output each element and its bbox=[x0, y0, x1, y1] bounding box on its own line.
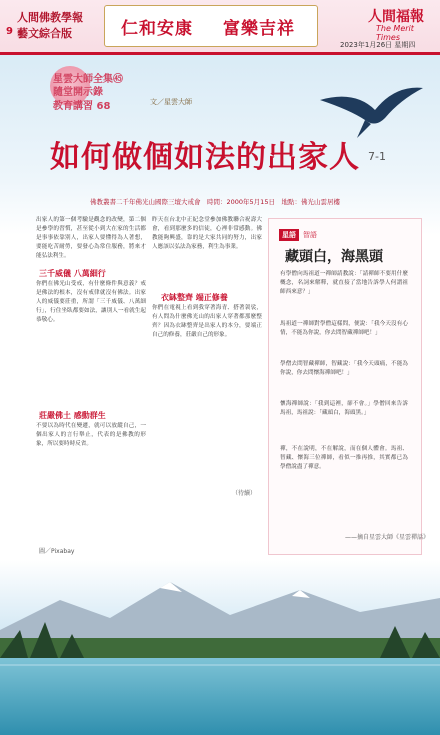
col1-para3: 不要以為時代在變遷，就可以放縱自己，一個出家人的言行舉止，代表的是佛教的形象，所以要時時反省。 bbox=[36, 423, 146, 447]
sidebar-para3: 學僧去問智藏禪師，智藏說：「我今天頭痛，不能為你說，你去問懷海禪師吧！」 bbox=[280, 361, 408, 376]
to-be-continued: （待續） bbox=[232, 490, 257, 497]
issue-date: 2023年1月26日 星期四 bbox=[340, 41, 416, 49]
photo-credit: 圖／Pixabay bbox=[39, 548, 75, 555]
swallow-bird-icon bbox=[315, 80, 425, 140]
col1-para2: 你們在佛光山受戒，有什麼條件與意義？戒是佛法的根本，沒有戒律就沒有佛法。出家人的威儀要莊重，所謂「三千威儀、八萬細行」，行住坐臥都要如法，讓別人一看就生起恭敬心。 bbox=[36, 281, 146, 323]
section-name-line2: 藝文綜合版 bbox=[17, 27, 72, 40]
sidebar-tag-text: 智語 bbox=[303, 231, 317, 239]
series-subtitle: 隨堂開示錄 bbox=[53, 87, 103, 98]
series-issue: 教育講習 68 bbox=[53, 101, 111, 112]
sidebar-para5: 禪，不在說明，不在解說，而在個人體會。馬祖、智藏、懷海三位禪師，看似一推再推，其實都已為學僧說盡了禪意。 bbox=[280, 446, 408, 470]
sidebar-para2: 馬祖道一禪師對學僧這樣問，便說：「我今天沒有心情，不能為你說，你去問智藏禪師吧！」 bbox=[280, 321, 408, 336]
col2-subheading1: 衣缽整齊 端正修養 bbox=[161, 293, 228, 302]
article-title: 如何做個如法的出家人 bbox=[50, 140, 360, 175]
article-source: 佛教叢書二千年佛光山國際三壇大戒會 時間：2000年5月15日 地點：佛光山雲居樓 bbox=[90, 198, 340, 206]
col2-para1: 昨天在台北中正紀念堂參加佛教聯合祝壽大會，看到那麼多的信徒，心裡非常感動。佛教能夠興盛，靠的是大家共同的努力，出家人應該以弘法為家務，利生為事業。 bbox=[152, 217, 262, 250]
series-title: 星雲大師全集㊺ bbox=[53, 74, 123, 85]
sidebar-tag: 星語 bbox=[279, 229, 299, 241]
new-year-banner bbox=[104, 5, 318, 47]
sidebar-para1: 有學僧向馬祖道一禪師請教說：「請禪師不要用什麼概念，名詞來解釋，就直接了當地告訴學人何謂祖師西來意？」 bbox=[280, 271, 408, 295]
sidebar-title: 藏頭白，海黑頭 bbox=[285, 249, 383, 265]
lake-landscape-photo bbox=[0, 560, 440, 735]
sidebar-para4: 懷海禪師說：「我到這裡，卻不會。」學僧回來告訴馬祖，馬祖說：「藏頭白，海頭黑。」 bbox=[280, 401, 408, 416]
col1-subheading2: 莊嚴佛土 感動群生 bbox=[39, 411, 106, 420]
col1-para1: 出家人的第一個考驗是觀念的改變，第二個是參學的習慣，甚至從小到大在家的生活都是事事依靠別人，出家人要懂得為人著想，要能吃苦耐勞，要發心為常住服務，將來才能弘法利生。 bbox=[36, 217, 146, 259]
newspaper-logo-english: The Merit Times bbox=[376, 24, 414, 42]
col1-subheading1: 三千威儀 八萬細行 bbox=[39, 269, 106, 278]
sidebar-box bbox=[268, 218, 422, 555]
col2-para2: 你們在電視上看到我穿著海青、搭著袈裟，有人問為什麼佛光山的出家人穿著都那麼整齊？因為衣缽整齊是出家人的本分，要端正自己的修養，莊嚴自己的形象。 bbox=[152, 305, 262, 338]
article-part: 7-1 bbox=[368, 150, 386, 163]
banner-right-text: 富樂吉祥 bbox=[223, 19, 295, 39]
page-number: 9 bbox=[6, 26, 13, 37]
byline: 文／星雲大師 bbox=[150, 98, 192, 106]
sidebar-attribution: ——摘自星雲大師《星雲禪話》 bbox=[345, 534, 430, 541]
section-name-line1: 人間佛教學報 bbox=[17, 11, 83, 24]
banner-left-text: 仁和安康 bbox=[121, 19, 193, 39]
newspaper-logo: 人間福報 bbox=[368, 9, 424, 25]
